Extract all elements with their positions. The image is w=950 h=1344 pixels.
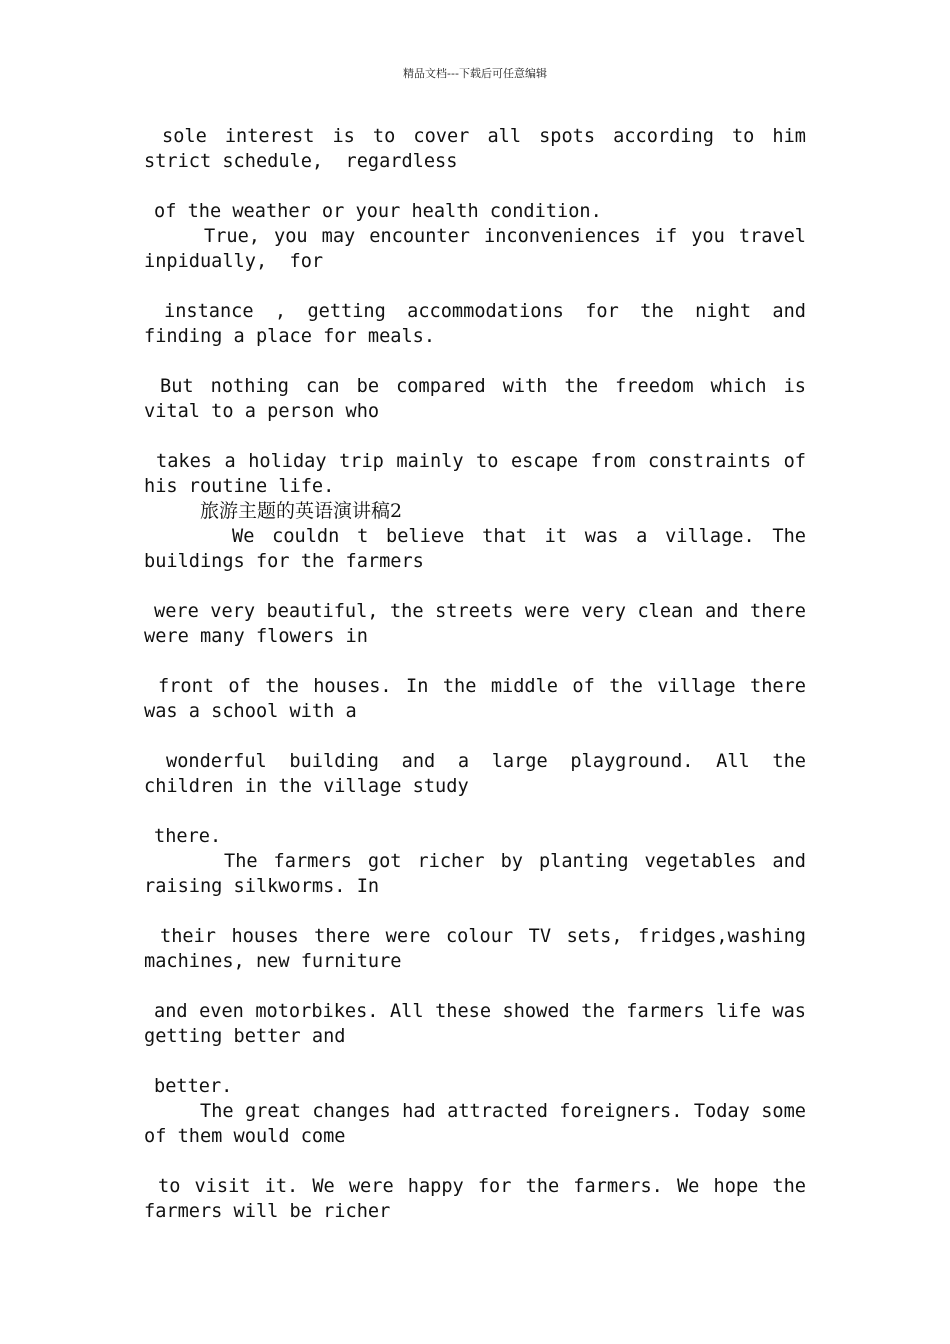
- page-header: 精品文档---下载后可任意编辑: [403, 67, 547, 80]
- text-line: there.: [154, 826, 222, 847]
- text-line: [144, 1049, 806, 1074]
- text-line: But nothing can be compared with the freedom which is: [160, 376, 806, 397]
- text-line: The farmers got richer by planting vegetables and: [224, 851, 806, 872]
- text-line: [144, 424, 806, 449]
- text-line: [144, 574, 806, 599]
- text-line: were very beautiful, the streets were very clean and there: [154, 601, 806, 622]
- text-line: [144, 274, 806, 299]
- text-line: getting better and: [144, 1026, 346, 1047]
- text-line: We couldn t believe that it was a village. The: [232, 526, 806, 547]
- text-line: wonderful building and a large playground. All the: [166, 751, 806, 772]
- text-line: were many flowers in: [144, 626, 368, 647]
- text-line: [144, 899, 806, 924]
- text-line: True, you may encounter inconveniences if you travel: [204, 226, 806, 247]
- text-line: and even motorbikes. All these showed the farmers life was: [154, 1001, 806, 1022]
- text-line: The great changes had attracted foreigners. Today some: [200, 1101, 806, 1122]
- text-line: strict schedule, regardless: [144, 151, 458, 172]
- text-line: [144, 724, 806, 749]
- text-line: his routine life.: [144, 476, 335, 497]
- text-line: takes a holiday trip mainly to escape from constraints of: [156, 451, 806, 472]
- text-line: of them would come: [144, 1126, 346, 1147]
- text-line: [144, 649, 806, 674]
- text-line: of the weather or your health condition.: [154, 201, 602, 222]
- text-line: [144, 349, 806, 374]
- text-line: buildings for the farmers: [144, 551, 424, 572]
- text-line: their houses there were colour TV sets, fridges,washing: [160, 926, 806, 947]
- text-line: inpidually, for: [144, 251, 324, 272]
- text-line: [144, 1149, 806, 1174]
- text-line: to visit it. We were happy for the farmers. We hope the: [158, 1176, 806, 1197]
- text-line: children in the village study: [144, 776, 469, 797]
- text-line: front of the houses. In the middle of the village there: [158, 676, 806, 697]
- text-line: instance , getting accommodations for the night and: [164, 301, 806, 322]
- text-line: [144, 174, 806, 199]
- text-line: finding a place for meals.: [144, 326, 436, 347]
- text-line: [144, 974, 806, 999]
- text-line: raising silkworms. In: [144, 876, 380, 897]
- text-line: vital to a person who: [144, 401, 380, 422]
- text-line: farmers will be richer: [144, 1201, 391, 1222]
- text-line: was a school with a: [144, 701, 357, 722]
- text-line: machines, new furniture: [144, 951, 402, 972]
- document-body: [144, 124, 806, 1224]
- section-heading: 旅游主题的英语演讲稿2: [200, 500, 403, 522]
- text-line: [144, 799, 806, 824]
- text-line: better.: [154, 1076, 233, 1097]
- text-line: sole interest is to cover all spots according to him: [162, 126, 806, 147]
